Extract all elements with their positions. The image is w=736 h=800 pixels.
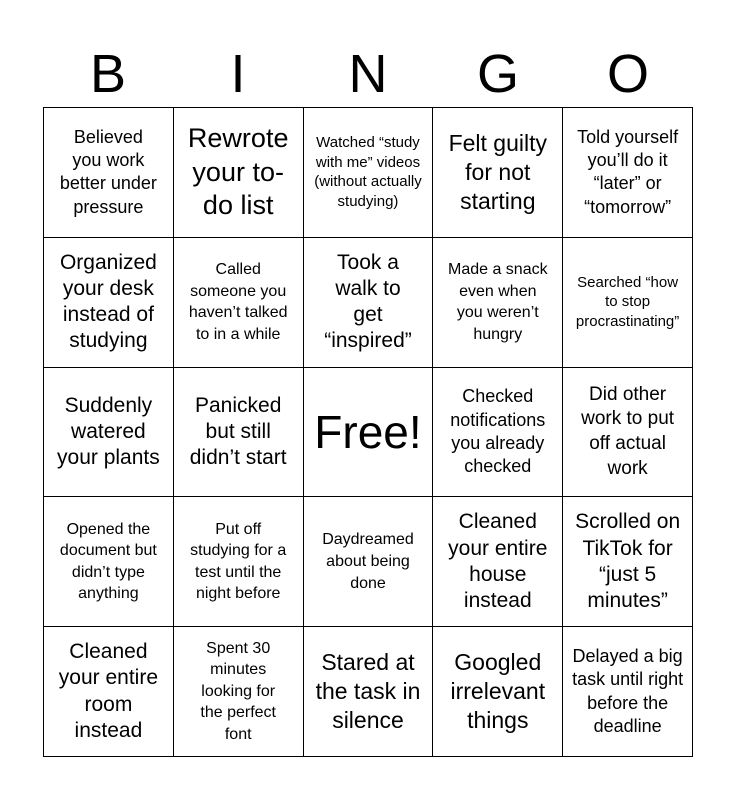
cell-text: Cleaned your entire house instead: [448, 510, 548, 613]
bingo-cell[interactable]: [563, 627, 693, 757]
cell-text: Stared at the task in silence: [315, 649, 421, 733]
cell-text: Scrolled on TikTok for “just 5 minutes”: [575, 510, 681, 613]
cell-text: Felt guilty for not starting: [448, 130, 547, 214]
cell-text: Put off studying for a test until the night before: [190, 520, 287, 603]
bingo-cell[interactable]: [304, 108, 434, 238]
cell-text: Told yourself you’ll do it “later” or “tomorrow”: [577, 126, 679, 217]
free-space[interactable]: [304, 368, 434, 498]
bingo-cell[interactable]: [174, 627, 304, 757]
bingo-cell[interactable]: [433, 368, 563, 498]
header-letter-b: B: [89, 44, 127, 104]
cell-text: Made a snack even when you weren’t hungry: [447, 261, 548, 343]
cell-text: Watched “study with me” videos (without actually studying): [314, 134, 422, 210]
bingo-cell[interactable]: [433, 108, 563, 238]
cell-text: Daydreamed about being done: [322, 531, 414, 592]
cell-text: Organized your desk instead of studying: [59, 250, 157, 353]
bingo-cell[interactable]: [563, 108, 693, 238]
bingo-cell[interactable]: [44, 108, 174, 238]
header-letter-i: I: [230, 44, 246, 104]
cell-text: Took a walk to get “inspired”: [324, 250, 412, 353]
bingo-cell[interactable]: [44, 627, 174, 757]
cell-text: Did other work to put off actual work: [581, 383, 675, 479]
bingo-cell[interactable]: [174, 238, 304, 368]
cell-text: Delayed a big task until right before the deadline: [572, 645, 684, 736]
bingo-cell[interactable]: [304, 627, 434, 757]
bingo-cell[interactable]: [304, 238, 434, 368]
header-letter-g: G: [476, 44, 519, 104]
bingo-cell[interactable]: [433, 497, 563, 627]
header-letter-o: O: [606, 44, 649, 104]
cell-text: Rewrote your to-do list: [187, 122, 289, 221]
bingo-cell[interactable]: [44, 238, 174, 368]
bingo-header: [43, 42, 693, 106]
cell-text: Panicked but still didn’t start: [189, 393, 287, 470]
bingo-cell[interactable]: [433, 627, 563, 757]
bingo-cell[interactable]: [563, 497, 693, 627]
bingo-cell[interactable]: [563, 238, 693, 368]
cell-text: Called someone you haven’t talked to in a while: [188, 261, 288, 343]
bingo-cell[interactable]: [563, 368, 693, 498]
cell-text: Googled irrelevant things: [450, 649, 546, 733]
cell-text: Opened the document but didn’t type anything: [59, 520, 157, 603]
bingo-grid: [43, 107, 693, 757]
cell-text: Believed you work better under pressure: [59, 126, 157, 217]
cell-text: Searched “how to stop procrastinating”: [575, 273, 680, 330]
cell-text: Checked notifications you already checked: [450, 386, 546, 477]
bingo-cell[interactable]: [433, 238, 563, 368]
bingo-cell[interactable]: [174, 108, 304, 238]
cell-text: Free!: [314, 405, 422, 458]
bingo-cell[interactable]: [304, 497, 434, 627]
cell-text: Spent 30 minutes looking for the perfect font: [200, 639, 276, 743]
bingo-cell[interactable]: [44, 497, 174, 627]
bingo-cell[interactable]: [174, 497, 304, 627]
cell-text: Suddenly watered your plants: [57, 393, 160, 470]
bingo-cell[interactable]: [174, 368, 304, 498]
cell-text: Cleaned your entire room instead: [58, 640, 158, 742]
header-letter-n: N: [348, 44, 388, 104]
bingo-cell[interactable]: [44, 368, 174, 498]
